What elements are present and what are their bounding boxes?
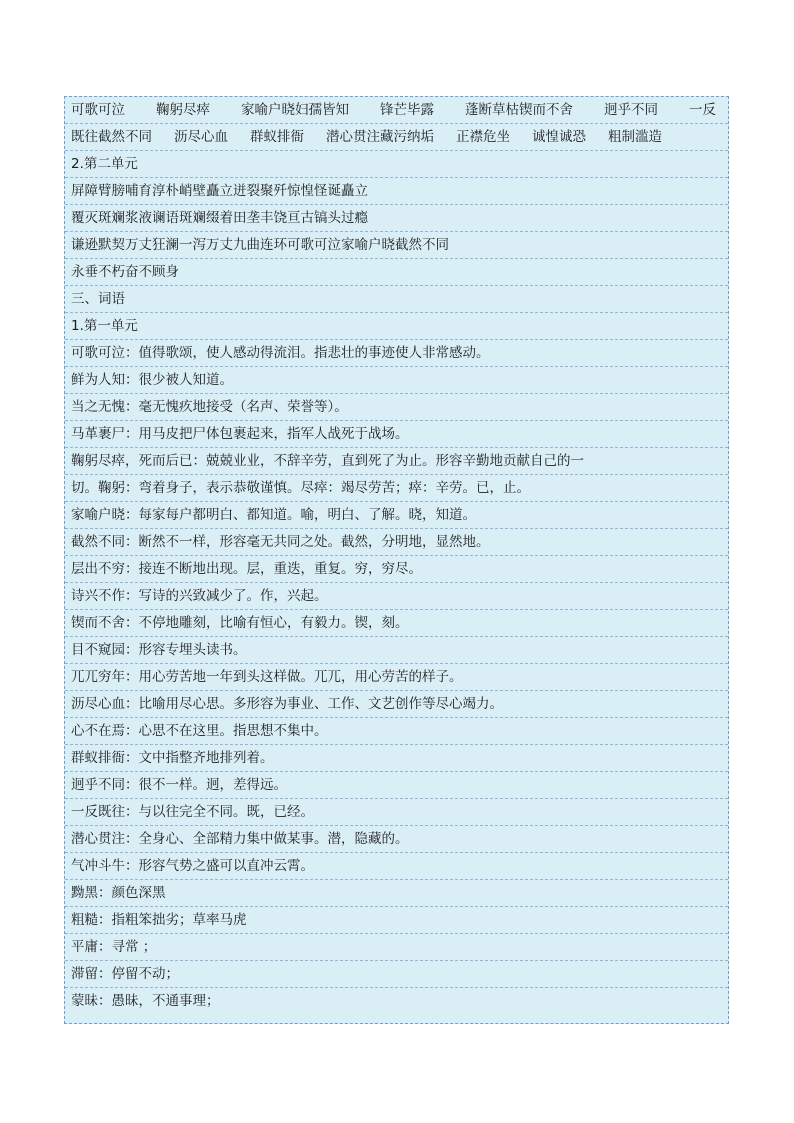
vocab-entry: 可歌可泣：值得歌颂，使人感动得流泪。指悲壮的事迹使人非常感动。 bbox=[65, 340, 728, 367]
phrase-item: 蓬断草枯锲而不舍 bbox=[465, 102, 573, 118]
vocab-entry: 马革裹尸：用马皮把尸体包裹起来，指军人战死于战场。 bbox=[65, 421, 728, 448]
phrase-item: 粗制滥造 bbox=[608, 129, 662, 145]
phrase-row-2 bbox=[65, 124, 728, 151]
phrase-item: 正襟危坐 bbox=[456, 129, 510, 145]
section3-heading: 三、词语 bbox=[65, 286, 728, 313]
vocab-entry: 当之无愧：毫无愧疚地接受（名声、荣誉等）。 bbox=[65, 394, 728, 421]
phrase-item: 家喻户晓妇孺皆知 bbox=[241, 102, 349, 118]
phrase-item: 鞠躬尽瘁 bbox=[156, 102, 210, 118]
vocab-entry: 黝黑：颜色深黑 bbox=[65, 880, 728, 907]
phrase-item: 可歌可泣 bbox=[71, 102, 125, 118]
vocab-entry: 蒙昧：愚昧，不通事理； bbox=[71, 993, 220, 1009]
vocab-entry: 目不窥园：形容专埋头读书。 bbox=[65, 637, 728, 664]
vocab-entry: 潜心贯注：全身心、全部精力集中做某事。潜，隐藏的。 bbox=[65, 826, 728, 853]
vocab-entry: 心不在焉：心思不在这里。指思想不集中。 bbox=[65, 718, 728, 745]
vocab-entry: 鞠躬尽瘁，死而后已：兢兢业业，不辞辛劳，直到死了为止。形容辛勤地贡献自己的一 bbox=[65, 448, 728, 475]
phrase-item: 潜心贯注藏污纳垢 bbox=[326, 129, 434, 145]
vocab-entry: 切。鞠躬：弯着身子，表示恭敬谨慎。尽瘁：竭尽劳苦；瘁：辛劳。已，止。 bbox=[65, 475, 728, 502]
vocab-entry: 迥乎不同：很不一样。迥，差得远。 bbox=[65, 772, 728, 799]
vocab-entry: 家喻户晓：每家每户都明白、都知道。喻，明白、了解。晓，知道。 bbox=[65, 502, 728, 529]
vocab-entry: 截然不同：断然不一样，形容毫无共同之处。截然，分明地，显然地。 bbox=[65, 529, 728, 556]
vocab-entry: 群蚁排衙：文中指整齐地排列着。 bbox=[65, 745, 728, 772]
vocabulary-box bbox=[64, 96, 729, 1024]
phrase-item: 锋芒毕露 bbox=[380, 102, 434, 118]
unit2-line: 永垂不朽奋不顾身 bbox=[65, 259, 728, 286]
vocab-entry: 层出不穷：接连不断地出现。层，重迭，重复。穷，穷尽。 bbox=[65, 556, 728, 583]
vocab-entry: 滞留：停留不动； bbox=[65, 961, 728, 988]
phrase-item: 迥乎不同 bbox=[604, 102, 658, 118]
vocab-entry: 鲜为人知：很少被人知道。 bbox=[65, 367, 728, 394]
vocab-entry: 诗兴不作：写诗的兴致减少了。作，兴起。 bbox=[65, 583, 728, 610]
phrase-row-1 bbox=[65, 97, 728, 124]
phrase-item: 诚惶诚恐 bbox=[532, 129, 586, 145]
vocab-entry: 一反既往：与以往完全不同。既，已经。 bbox=[65, 799, 728, 826]
unit2-line: 覆灭斑斓浆液谰语斑斓缀着田垄丰饶亘古镐头过瘾 bbox=[65, 205, 728, 232]
vocab-entry: 气冲斗牛：形容气势之盛可以直冲云霄。 bbox=[65, 853, 728, 880]
unit2-line: 屏障臂膀哺育淳朴峭壁矗立迸裂聚歼惊惶怪诞矗立 bbox=[65, 178, 728, 205]
vocab-entry: 锲而不舍：不停地雕刻，比喻有恒心，有毅力。锲，刻。 bbox=[65, 610, 728, 637]
unit1-heading: 1.第一单元 bbox=[65, 313, 728, 340]
vocab-entry: 兀兀穷年：用心劳苦地一年到头这样做。兀兀，用心劳苦的样子。 bbox=[65, 664, 728, 691]
phrase-item: 一反 bbox=[689, 102, 716, 118]
unit2-heading: 2.第二单元 bbox=[65, 151, 728, 178]
vocab-entry: 粗糙：指粗笨拙劣；草率马虎 bbox=[65, 907, 728, 934]
vocab-entry: 沥尽心血：比喻用尽心思。多形容为事业、工作、文艺创作等尽心竭力。 bbox=[65, 691, 728, 718]
phrase-item: 群蚁排衙 bbox=[250, 129, 304, 145]
phrase-item: 沥尽心血 bbox=[174, 129, 228, 145]
vocab-entry: 平庸：寻常 ； bbox=[65, 934, 728, 961]
unit2-line: 谦逊默契万丈狂澜一泻万丈九曲连环可歌可泣家喻户晓截然不同 bbox=[65, 232, 728, 259]
phrase-item: 既往截然不同 bbox=[71, 129, 152, 145]
